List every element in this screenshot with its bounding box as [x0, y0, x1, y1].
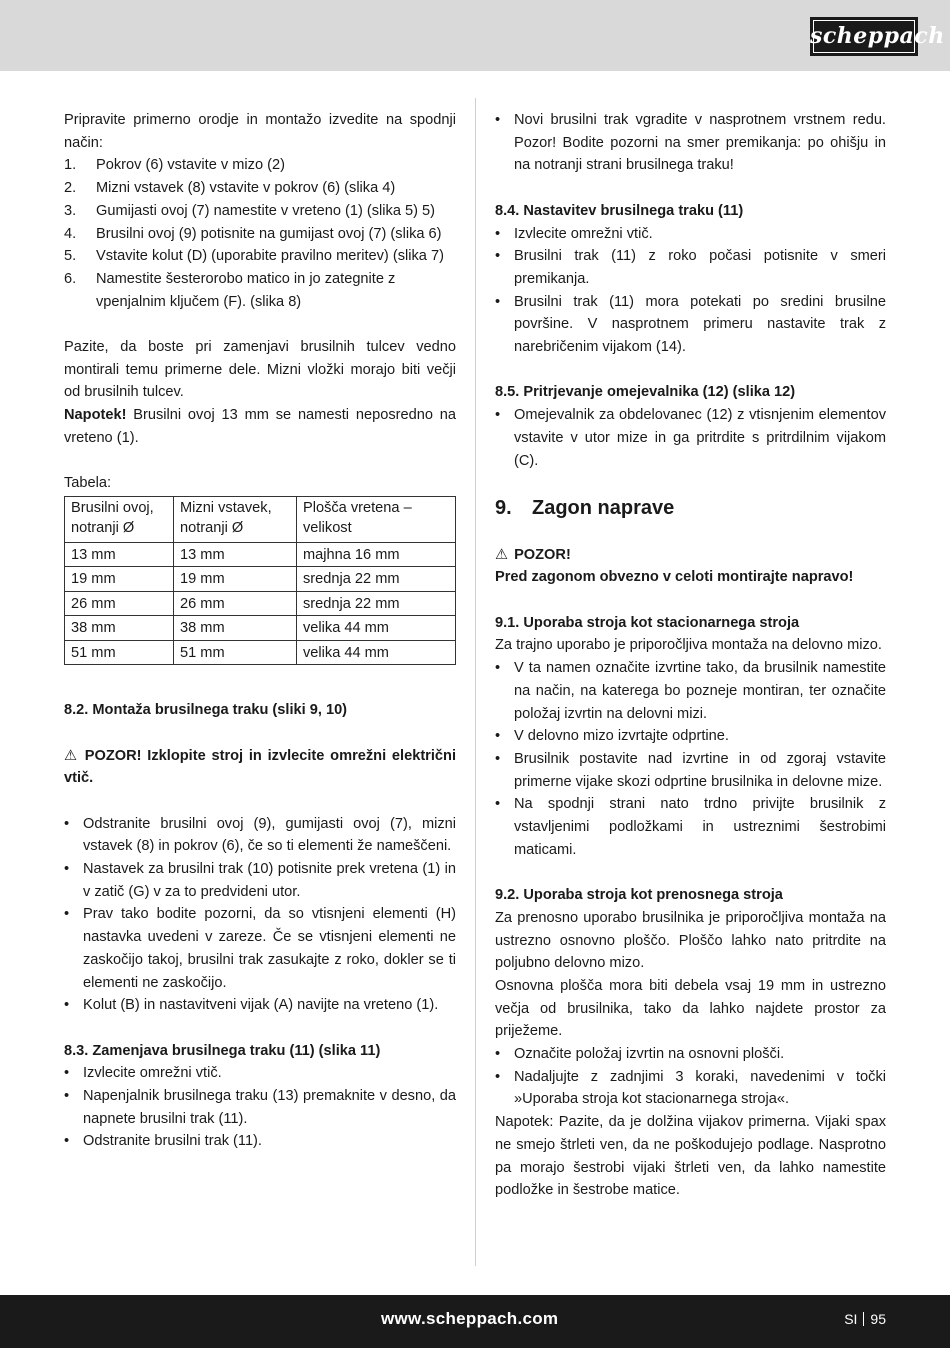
section-8-3-list	[64, 1062, 456, 1153]
table-cell: 19 mm	[174, 567, 297, 592]
table-cell: srednja 22 mm	[297, 567, 456, 592]
list-item: • Novi brusilni trak vgradite v nasprotnem vrstnem redu. Pozor! Bodite pozorni na smer premikanja: po ohišju in na notranji strani brusilnega traku!	[495, 109, 886, 177]
list-item: • Brusilni trak (11) z roko počasi potisnite v smeri premikanja.	[495, 245, 886, 290]
logo-frame	[813, 20, 915, 53]
section-8-4-title: 8.4. Nastavitev brusilnega traku (11)	[495, 202, 744, 219]
warning-icon: ⚠	[495, 546, 509, 563]
section-8-5-list	[495, 404, 886, 472]
list-item: • Prav tako bodite pozorni, da so vtisnjeni elementi (H) nastavka uvedeni v zareze. Če se vtisnjeni elementi ne zaskočijo takoj, brusilni trak zasukajte z roko, dokler se ti elementi ne zaskočijo.	[64, 903, 456, 994]
footer-language: SI	[844, 1311, 858, 1327]
section-8-4-list	[495, 223, 886, 359]
replace-paragraph: Pazite, da boste pri zamenjavi brusilnih tulcev vedno montirali temu primerne dele. Mizni vložki morajo biti večji od brusilnih tulcev.	[64, 339, 456, 401]
section-8-2-warning: ⚠ POZOR! Izklopite stroj in izvlecite omrežni električni vtič.	[64, 745, 456, 790]
table-row	[65, 616, 456, 641]
section-9-1-title: 9.1. Uporaba stroja kot stacionarnega stroja	[495, 614, 800, 631]
list-item: • V delovno mizo izvrtajte odprtine.	[495, 725, 886, 748]
table-row	[65, 640, 456, 665]
table-cell: 13 mm	[65, 542, 174, 567]
section-9-2-list	[495, 1043, 886, 1111]
table-header-cell: Mizni vstavek, notranji Ø	[174, 496, 297, 542]
note-paragraph	[64, 404, 456, 449]
list-item: • Omejevalnik za obdelovanec (12) z vtisnjenim elementov vstavite v utor mize in ga pritrdite s pritrdilnim vijakom (C).	[495, 404, 886, 472]
section-9-2-title: 9.2. Uporaba stroja kot prenosnega stroja	[495, 887, 783, 904]
logo-text: scheppach	[810, 23, 945, 49]
table-cell: 38 mm	[65, 616, 174, 641]
header-band	[0, 0, 950, 71]
list-item: • Izvlecite omrežni vtič.	[495, 223, 886, 246]
section-9-2-paragraph-2: Osnovna plošča mora biti debela vsaj 19 mm in ustrezno večja od brusilnika, tako da lahko najdete prostor za priježeme.	[495, 977, 886, 1040]
table-row	[65, 567, 456, 592]
note-text: Brusilni ovoj 13 mm se namesti neposredno na vreteno (1).	[64, 407, 456, 446]
table-header-row	[65, 496, 456, 542]
table-cell: 13 mm	[174, 542, 297, 567]
section-8-2-title: 8.2. Montaža brusilnega traku (sliki 9, 10)	[64, 702, 348, 719]
section-8-3-continued-list	[495, 109, 886, 177]
section-9-2-paragraph-1: Za prenosno uporabo brusilnika je priporočljiva montaža na ustrezno osnovno ploščo. Ploščo lahko nato pritrdite na poljubno delovno mizo.	[495, 909, 886, 972]
intro-paragraph: Pripravite primerno orodje in montažo izvedite na spodnji način:	[64, 112, 456, 151]
section-9-1-list	[495, 657, 886, 861]
table-row	[65, 542, 456, 567]
section-8-2-list	[64, 813, 456, 1017]
step-item: 1. Pokrov (6) vstavite v mizo (2)	[64, 157, 285, 174]
table-header-cell: Brusilni ovoj, notranji Ø	[65, 496, 174, 542]
table-cell: 26 mm	[65, 591, 174, 616]
footer-page-number	[844, 1295, 886, 1343]
section-9-2-note: Napotek: Pazite, da je dolžina vijakov primerna. Vijaki spax ne smejo štrleti ven, da ne poškodujejo podlage. Nasprotno pa morajo šestrobi vijaki štrleti ven, da lahko namestite podložke in šestrobe matice.	[495, 1114, 886, 1199]
list-item: • Napenjalnik brusilnega traku (13) premaknite v desno, da napnete brusilni trak (11).	[64, 1085, 456, 1130]
column-divider	[475, 98, 476, 1266]
list-item: • V ta namen označite izvrtine tako, da brusilnik namestite na način, na katerega bo pozneje montiran, ter označite položaj izvrtin na delovni mizi.	[495, 657, 886, 725]
footer-band	[0, 1295, 950, 1348]
note-label: Napotek!	[64, 407, 127, 424]
table-cell: velika 44 mm	[297, 616, 456, 641]
scheppach-logo	[810, 17, 945, 56]
list-item: • Nastavek za brusilni trak (10) potisnite prek vretena (1) in v zatič (G) v za to predvideni utor.	[64, 858, 456, 903]
list-item: • Odstranite brusilni ovoj (9), gumijasti ovoj (7), mizni vstavek (8) in pokrov (6), če so ti elementi že nameščeni.	[64, 813, 456, 858]
table-cell: srednja 22 mm	[297, 591, 456, 616]
table-cell: 51 mm	[174, 640, 297, 665]
left-column	[64, 109, 456, 1153]
list-item: • Brusilnik postavite nad izvrtine in od zgoraj vstavite primerne vijake skozi odprtine brusilnika in delovne mize.	[495, 748, 886, 793]
list-item: • Odstranite brusilni trak (11).	[64, 1130, 456, 1153]
section-9-1-intro: Za trajno uporabo je priporočljiva montaža na delovno mizo.	[495, 637, 882, 654]
section-9-heading: 9. Zagon naprave	[495, 496, 675, 519]
table-row	[65, 591, 456, 616]
table-cell: 51 mm	[65, 640, 174, 665]
warning-icon: ⚠	[64, 747, 78, 764]
list-item: • Izvlecite omrežni vtič.	[64, 1062, 456, 1085]
step-item: 3. Gumijasti ovoj (7) namestite v vreteno (1) (slika 5) 5)	[64, 202, 436, 219]
table-label: Tabela:	[64, 475, 112, 492]
step-item: 6. Namestite šesterorobo matico in jo zategnite z vpenjalnim ključem (F). (slika 8)	[64, 270, 396, 310]
step-item: 4. Brusilni ovoj (9) potisnite na gumijast ovoj (7) (slika 6)	[64, 225, 442, 242]
list-item: • Nadaljujte z zadnjimi 3 koraki, navedenimi v točki »Uporaba stroja kot stacionarnega stroja«.	[495, 1066, 886, 1111]
step-item: 5. Vstavite kolut (D) (uporabite pravilno meritev) (slika 7)	[64, 248, 444, 265]
step-item: 2. Mizni vstavek (8) vstavite v pokrov (6) (slika 4)	[64, 180, 396, 197]
table-cell: majhna 16 mm	[297, 542, 456, 567]
footer-separator	[863, 1312, 864, 1326]
section-9-warning-label: ⚠ POZOR!	[495, 544, 886, 567]
section-9-warning-text: Pred zagonom obvezno v celoti montirajte napravo!	[495, 569, 854, 586]
table-cell: 19 mm	[65, 567, 174, 592]
list-item: • Kolut (B) in nastavitveni vijak (A) navijte na vreteno (1).	[64, 994, 456, 1017]
assembly-steps	[64, 154, 456, 313]
right-column	[495, 109, 886, 1202]
size-table	[64, 496, 456, 666]
list-item: • Označite položaj izvrtin na osnovni plošči.	[495, 1043, 886, 1066]
table-cell: 38 mm	[174, 616, 297, 641]
footer-page: 95	[870, 1311, 886, 1327]
list-item: • Na spodnji strani nato trdno privijte brusilnik z vstavljenimi podložkami in ustreznimi šestrobimi maticami.	[495, 793, 886, 861]
table-header-cell: Plošča vretena – velikost	[297, 496, 456, 542]
section-8-5-title: 8.5. Pritrjevanje omejevalnika (12) (slika 12)	[495, 384, 796, 401]
table-cell: 26 mm	[174, 591, 297, 616]
table-cell: velika 44 mm	[297, 640, 456, 665]
section-8-3-title: 8.3. Zamenjava brusilnega traku (11) (slika 11)	[64, 1042, 381, 1059]
footer-website-link[interactable]: www.scheppach.com	[381, 1309, 559, 1328]
list-item: • Brusilni trak (11) mora potekati po sredini brusilne površine. V nasprotnem primeru nastavite trak z narebričenim vijakom (14).	[495, 291, 886, 359]
